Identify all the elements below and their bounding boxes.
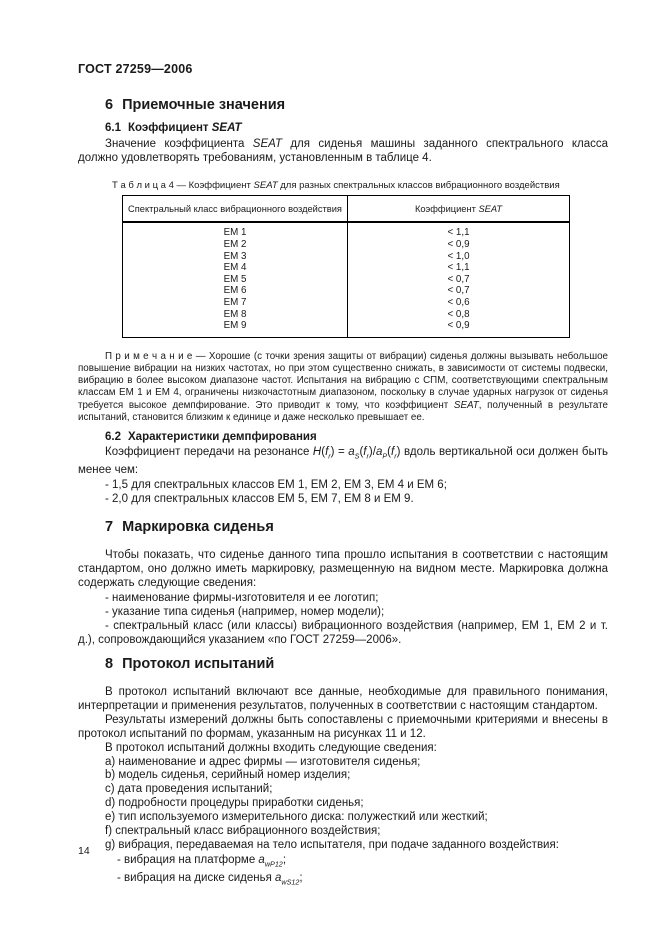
section-8-heading — [105, 656, 608, 673]
paragraph-8-2: Результаты измерений должны быть сопоставлены с приемочными критериями и внесены в протокол испытаний по формам, указанным на рисунках 11 и 12. — [78, 713, 608, 741]
table-cell: < 0,8 — [447, 308, 470, 320]
standard-number-header: ГОСТ 27259—2006 — [78, 62, 193, 76]
list-item: - наименование фирмы-изготовителя и ее логотип; — [105, 591, 379, 604]
list-item: - спектральный класс (или классы) вибрационного воздействия (например, ЕМ 1, ЕМ 2 и т. д.), сопровождающийся указанием «по ГОСТ 27259—2006». — [78, 620, 608, 647]
table-body — [123, 223, 569, 336]
list-item: - 2,0 для спектральных классов ЕМ 5, ЕМ 7, ЕМ 8 и ЕМ 9. — [105, 492, 414, 505]
section-title: Протокол испытаний — [122, 655, 275, 672]
table-cell: ЕМ 4 — [223, 262, 247, 274]
section-number: 7 — [105, 519, 114, 536]
section-number: 6.1 — [105, 122, 121, 134]
table-cell: ЕМ 3 — [223, 250, 247, 262]
seat-term: SEAT — [478, 203, 503, 214]
column-header-seat-coefficient: Коэффициент SEAT — [414, 203, 503, 214]
table-header-row — [123, 196, 569, 223]
formula-H: H — [312, 445, 322, 458]
section-6-1-heading — [105, 121, 608, 135]
list-item-a: a) наименование и адрес фирмы — изготовителя сиденья; — [105, 755, 421, 768]
table-cell: < 0,7 — [447, 285, 470, 297]
list-item: - указание типа сиденья (например, номер модели); — [105, 605, 385, 618]
paragraph-7: Чтобы показать, что сиденье данного типа прошло испытания в соответствии с настоящим стандартом, оно должно иметь маркировку, размещенную на видном месте. Маркировка должна содержать следующие сведения: — [78, 549, 608, 590]
section-title: Приемочные значения — [122, 97, 286, 113]
seat-term: SEAT — [252, 138, 282, 150]
table-cell: ЕМ 7 — [223, 296, 247, 308]
section-title: Маркировка сиденья — [122, 519, 274, 536]
variable-a: a — [258, 853, 265, 866]
column-header-spectral-class: Спектральный класс вибрационного воздействия — [123, 196, 348, 221]
list-item-b: b) модель сиденья, серийный номер изделия; — [105, 769, 351, 782]
section-number: 8 — [105, 655, 114, 672]
list-item-e: e) тип используемого измерительного диска: полужесткий или жесткий; — [105, 811, 488, 824]
list-item-f: f) спектральный класс вибрационного воздействия; — [105, 825, 381, 838]
paragraph-8-3: В протокол испытаний должны входить следующие сведения: — [105, 742, 437, 755]
list-item-c: c) дата проведения испытаний; — [105, 783, 273, 796]
table-4-caption: Т а б л и ц а 4 — Коэффициент SEAT для разных спектральных классов вибрационного воздействия — [112, 180, 560, 192]
table-cell: < 0,9 — [447, 320, 470, 332]
table-cell: < 1,1 — [447, 227, 470, 239]
table-cell: < 0,9 — [447, 239, 470, 250]
paragraph-6-1: Значение коэффициента SEAT для сиденья машины заданного спектрального класса должно удовлетворять требованиям, установленным в таблице 4. — [78, 138, 608, 165]
formula-a-seat: a — [348, 445, 355, 458]
table-cell: ЕМ 2 — [223, 239, 247, 250]
table-4 — [122, 195, 570, 337]
section-title: Коэффициент SEAT — [128, 122, 242, 134]
list-item-g: g) вибрация, передаваемая на тело испытателя, при подаче заданного воздействия: — [105, 838, 559, 851]
seat-term: SEAT — [253, 180, 278, 192]
table-cell: < 1,0 — [447, 250, 470, 262]
seat-term: SEAT — [453, 399, 479, 411]
page-number: 14 — [78, 845, 90, 857]
formula-a-platform: a — [375, 445, 383, 458]
table-cell: ЕМ 8 — [223, 308, 247, 320]
section-7-heading — [105, 519, 608, 536]
table-cell: < 0,7 — [447, 273, 470, 285]
section-number: 6 — [105, 97, 114, 113]
paragraph-6-2-formula: Коэффициент передачи на резонансе $H(f_r) = a_S(f_r)/a_P(f_r)$ вдоль вертикальной оси должен быть менее чем: — [78, 445, 608, 477]
table-note: П р и м е ч а н и е — Хорошие (с точки зрения защиты от вибрации) сиденья должны вызывать небольшое повышение вибрации на низких частотах, но при этом существенно снижать, в зависимости от системы подвески, вибрацию в более высоком диапазоне частот. Испытания на вибрацию с СПМ, соответствующими спектральным классам ЕМ 1 и ЕМ 4, ограничены низкочастотным диапазоном, поскольку в случае ударных нагрузок от сиденья требуется высокое демпфирование. Это приводит к тому, что коэффициент SEAT, полученный в результате испытаний, становится близким к единице и даже несколько превышает ее. — [78, 350, 608, 423]
section-title: Характеристики демпфирования — [128, 430, 317, 443]
table-column-classes — [123, 223, 348, 336]
sub-list-item: - вибрация на платформе $a_{wP12}$; — [117, 853, 287, 869]
table-cell: ЕМ 1 — [223, 227, 247, 239]
sub-list-item: - вибрация на диске сиденья $a_{wS12}$; — [117, 872, 303, 887]
section-6-2-heading — [105, 430, 608, 444]
list-item: - 1,5 для спектральных классов ЕМ 1, ЕМ 2, ЕМ 3, ЕМ 4 и ЕМ 6; — [105, 478, 447, 491]
section-number: 6.2 — [105, 430, 121, 443]
table-cell: < 1,1 — [447, 262, 470, 274]
table-column-values — [348, 223, 569, 336]
table-cell: < 0,6 — [447, 296, 470, 308]
list-item-d: d) подробности процедуры приработки сиденья; — [105, 797, 364, 810]
table-cell: ЕМ 9 — [223, 320, 247, 332]
seat-term: SEAT — [211, 122, 242, 134]
variable-a: a — [275, 872, 282, 885]
section-6-heading — [105, 97, 608, 114]
paragraph-8-1: В протокол испытаний включают все данные, необходимые для правильного понимания, интерпретации и применения результатов, полученных в соответствии с настоящим стандартом. — [78, 685, 608, 712]
table-cell: ЕМ 6 — [223, 285, 247, 297]
table-cell: ЕМ 5 — [223, 273, 247, 285]
